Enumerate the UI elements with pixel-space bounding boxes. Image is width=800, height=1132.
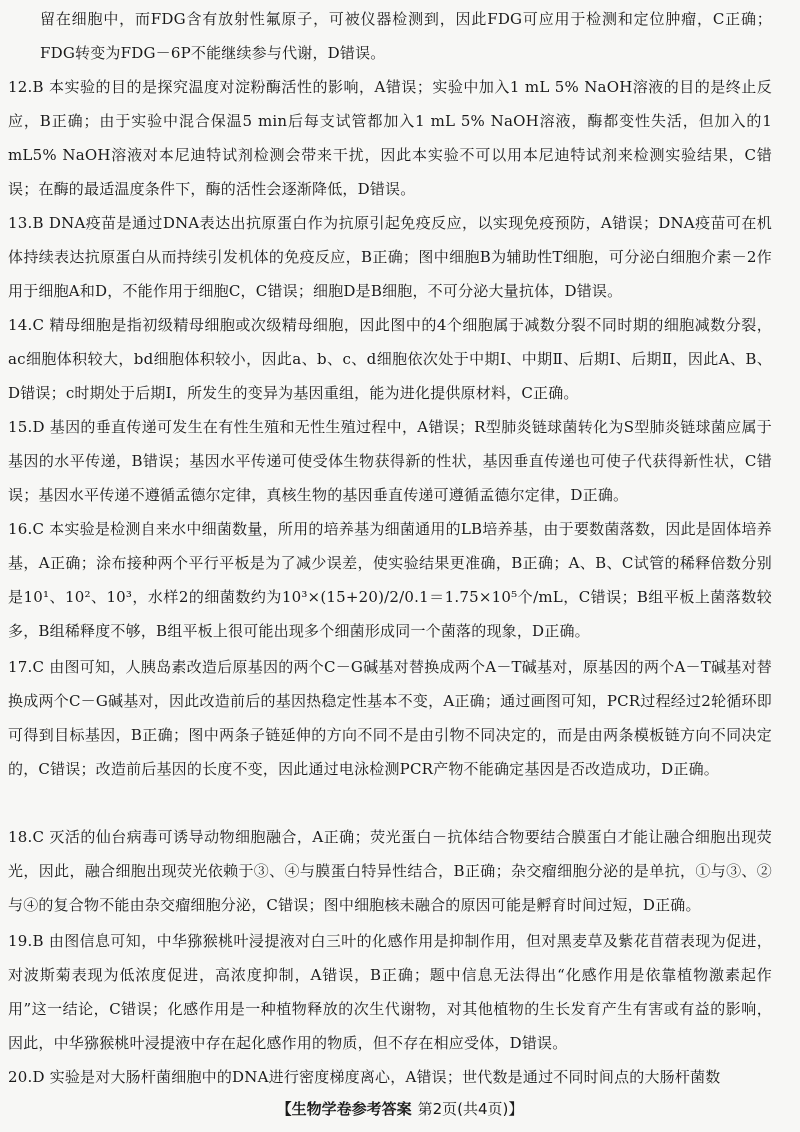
answer-item — [8, 70, 772, 206]
answer-text: 由图可知，人胰岛素改造后原基因的两个C－G碱基对替换成两个A－T碱基对，原基因的两个A－T碱基对替换成两个C－G碱基对，因此改造前后的基因热稳定性基本不变，A正确；通过画图可知，PCR过程经过2轮循环即可得到目标基因，B正确；图中两条子链延伸的方向不同不是由引物不同决定的，而是由两条模板链方向不同决定的，C错误；改造前后基因的长度不变，因此通过电泳检测PCR产物不能确定基因是否改造成功，D正确。 — [8, 658, 772, 778]
answer-item — [8, 1060, 772, 1094]
answer-number: 12.B — [8, 78, 44, 96]
answer-number: 14.C — [8, 316, 45, 334]
answer-text: 基因的垂直传递可发生在有性生殖和无性生殖过程中，A错误；R型肺炎链球菌转化为S型肺炎链球菌应属于基因的水平传递，B错误；基因水平传递可使受体生物获得新的性状，基因垂直传递也可使子代获得新性状，C错误；基因水平传递不遵循孟德尔定律，真核生物的基因垂直传递可遵循孟德尔定律，D正确。 — [8, 418, 773, 504]
answer-text: 本实验的目的是探究温度对淀粉酶活性的影响，A错误；实验中加入1 mL 5% NaOH溶液的目的是终止反应，B正确；由于实验中混合保温5 min后每支试管都加入1 mL 5% NaOH溶液，酶都变性失活，但加入的1 mL5% NaOH溶液对本尼迪特试剂检测会带来干扰，因此本实验不可以用本尼迪特试剂来检测实验结果，C错误；在酶的最适温度条件下，酶的活性会逐渐降低，D错误。 — [8, 78, 773, 198]
answer-number: 19.B — [8, 932, 44, 950]
answer-item — [8, 512, 772, 648]
answer-number: 17.C — [8, 658, 45, 676]
answer-item — [8, 650, 772, 786]
answer-item — [8, 308, 772, 410]
page-footer — [0, 1098, 800, 1119]
answer-text: 由图信息可知，中华猕猴桃叶浸提液对白三叶的化感作用是抑制作用，但对黑麦草及紫花苜蓿表现为促进，对波斯菊表现为低浓度促进，高浓度抑制，A错误，B正确；题中信息无法得出“化感作用是依靠植物激素起作用”这一结论，C错误；化感作用是一种植物释放的次生代谢物，对其他植物的生长发育产生有害或有益的影响，因此，中华猕猴桃叶浸提液中存在起化感作用的物质，但不存在相应受体，D错误。 — [8, 932, 773, 1052]
answer-item — [8, 410, 772, 512]
answer-text: 灭活的仙台病毒可诱导动物细胞融合，A正确；荧光蛋白－抗体结合物要结合膜蛋白才能让融合细胞出现荧光，因此，融合细胞出现荧光依赖于③、④与膜蛋白特异性结合，B正确；杂交瘤细胞分泌的是单抗，①与③、②与④的复合物不能由杂交瘤细胞分泌，C错误；图中细胞核未融合的原因可能是孵育时间过短，D正确。 — [8, 828, 772, 914]
answer-number: 16.C — [8, 520, 45, 538]
intro-paragraph: 留在细胞中，而FDG含有放射性氟原子，可被仪器检测到，因此FDG可应用于检测和定位肿瘤，C正确；FDG转变为FDG－6P不能继续参与代谢，D错误。 — [40, 10, 772, 62]
answer-item — [8, 206, 772, 308]
footer-title: 【生物学卷参考答案 — [276, 1100, 412, 1118]
answer-text: 本实验是检测自来水中细菌数量，所用的培养基为细菌通用的LB培养基，由于要数菌落数，因此是固体培养基，A正确；涂布接种两个平行平板是为了减少误差，使实验结果更准确，B正确；A、B、C试管的稀释倍数分别是10¹、10²、10³，水样2的细菌数约为10³×(15+20)/2/0.1＝1.75×10⁵个/mL，C错误；B组平板上菌落数较多，B组稀释度不够，B组平板上很可能出现多个细菌形成同一个菌落的现象，D正确。 — [8, 520, 773, 640]
answer-number: 15.D — [8, 418, 45, 436]
answer-number: 20.D — [8, 1068, 45, 1086]
answer-number: 13.B — [8, 214, 44, 232]
answer-item — [8, 924, 772, 1060]
footer-page-number: 第2页(共4页)】 — [417, 1100, 524, 1118]
answer-text: DNA疫苗是通过DNA表达出抗原蛋白作为抗原引起免疫反应，以实现免疫预防，A错误；DNA疫苗可在机体持续表达抗原蛋白从而持续引发机体的免疫反应，B正确；图中细胞B为辅助性T细胞，可分泌白细胞介素－2作用于细胞A和D，不能作用于细胞C，C错误；细胞D是B细胞，不可分泌大量抗体，D错误。 — [8, 214, 772, 300]
answer-text: 实验是对大肠杆菌细胞中的DNA进行密度梯度离心，A错误；世代数是通过不同时间点的大肠杆菌数 — [49, 1068, 721, 1086]
answer-text: 精母细胞是指初级精母细胞或次级精母细胞，因此图中的4个细胞属于减数分裂不同时期的细胞减数分裂，ac细胞体积较大，bd细胞体积较小，因此a、b、c、d细胞依次处于中期Ⅰ、中期Ⅱ、后期Ⅰ、后期Ⅱ，因此A、B、D错误；c时期处于后期Ⅰ，所发生的变异为基因重组，能为进化提供原材料，C正确。 — [8, 316, 772, 402]
answer-item — [8, 820, 772, 922]
answer-number: 18.C — [8, 828, 45, 846]
